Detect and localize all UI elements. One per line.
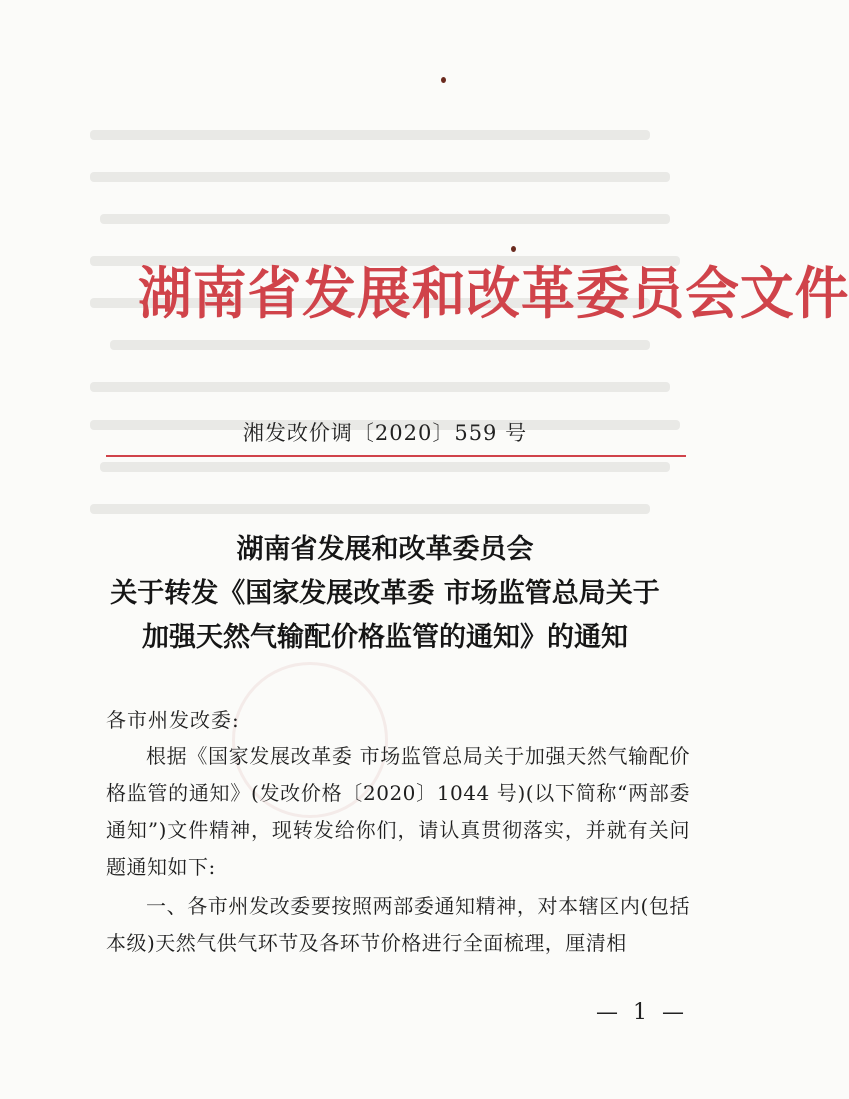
title-line-1: 湖南省发展和改革委员会 [236,534,534,565]
salutation: 各市州发改委: [106,708,240,732]
paragraph-1: 根据《国家发展改革委 市场监管总局关于加强天然气输配价格监管的通知》(发改价格〔2020〕1044 号)(以下简称“两部委通知”)文件精神，现转发给你们，请认真贯彻落实，并就有关问题通知如下: [106,744,690,879]
title-line-3: 加强天然气输配价格监管的通知》的通知 [142,622,628,653]
paragraph-2: 一、各市州发改委要按照两部委通知精神，对本辖区内(包括本级)天然气供气环节及各环节价格进行全面梳理，厘清相 [106,894,690,955]
body-text [106,738,690,962]
red-divider-line [106,455,686,457]
page-number: — 1 — [596,1000,688,1025]
document-number: 湘发改价调〔2020〕559 号 [242,421,528,445]
document-title [0,528,770,660]
title-line-2: 关于转发《国家发展改革委 市场监管总局关于 [110,578,660,609]
paper-speck [441,77,446,83]
bleed-through-text [90,120,849,540]
paper-speck [511,246,516,252]
document-masthead: 湖南省发展和改革委员会文件 [138,261,849,327]
